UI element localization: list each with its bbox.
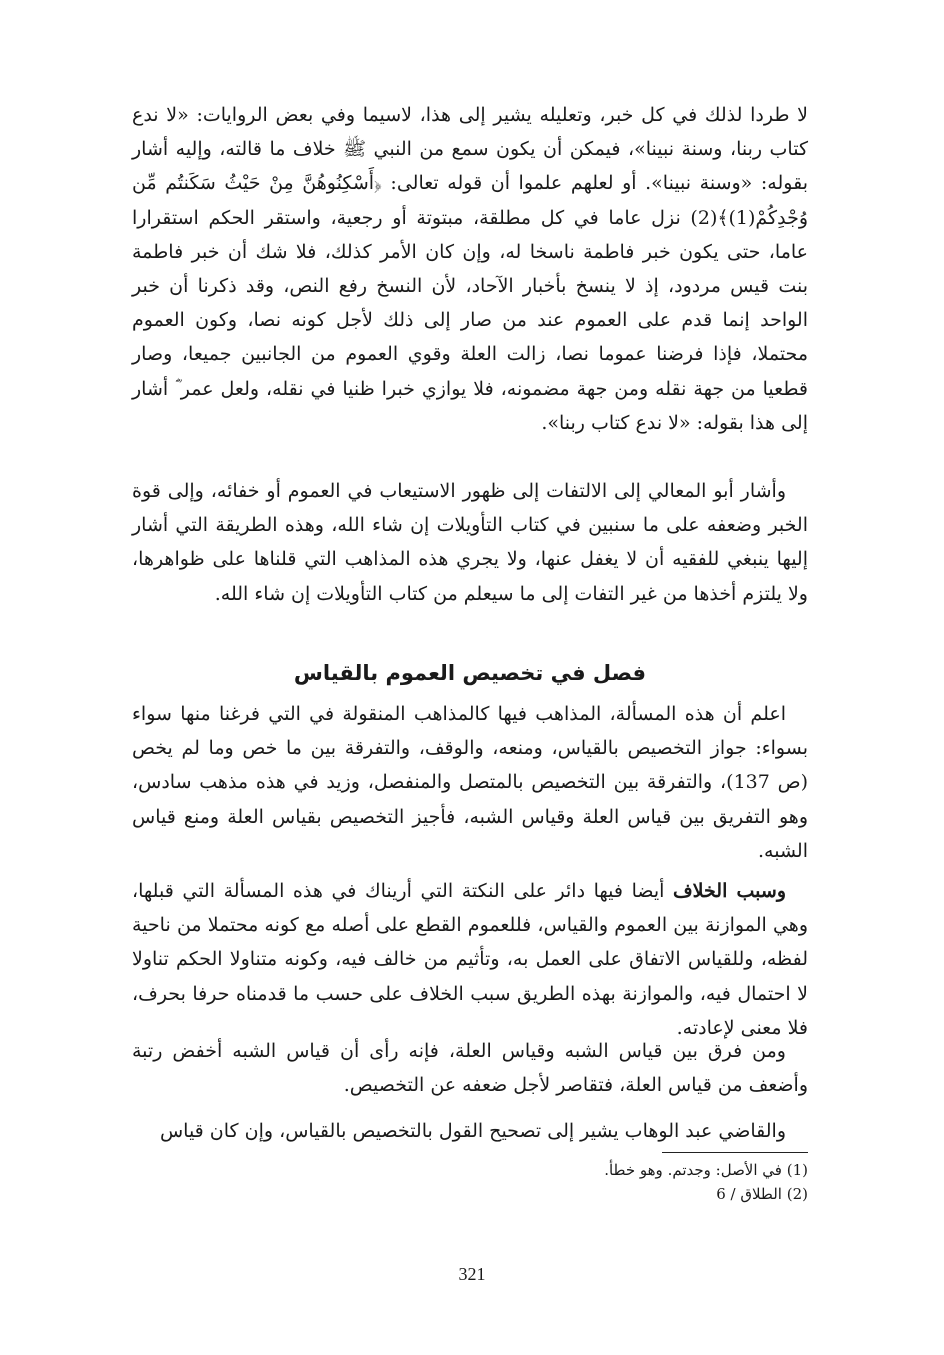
body-paragraph-2	[132, 474, 808, 611]
paragraph-text: ومن فرق بين قياس الشبه وقياس العلة، فإنه رأى أن قياس الشبه أخفض رتبة وأضعف من قياس العلة، فتقاصر لأجل ضعفه عن التخصيص.	[132, 1040, 808, 1097]
body-paragraph-1	[132, 98, 808, 440]
body-paragraph-6	[132, 1114, 808, 1148]
body-paragraph-4	[132, 874, 808, 1045]
paragraph-text: وأشار أبو المعالي إلى الالتفات إلى ظهور الاستيعاب في العموم أو خفائه، وإلى قوة الخبر وضعفه على ما سنبين في كتاب التأويلات إن شاء الله، وهذه الطريقة التي أشار إليها ينبغي للفقيه أن لا يغفل عنها، ولا يجري هذه المذاهب التي قلناها على ظواهرها، ولا يلتزم أخذها من غير التفات إلى ما سيعلم من كتاب التأويلات إن شاء الله.	[132, 480, 808, 605]
footnote-2: (2) الطلاق / 6	[716, 1185, 808, 1203]
footnote-1: (1) في الأصل: وجدتم. وهو خطأ.	[604, 1161, 808, 1179]
section-heading: فصل في تخصيص العموم بالقياس	[293, 661, 647, 685]
body-paragraph-3	[132, 697, 808, 868]
body-paragraph-5	[132, 1034, 808, 1102]
paragraph-text: لا طردا لذلك في كل خبر، وتعليله يشير إلى هذا، لاسيما وفي بعض الروايات: «لا ندع كتاب ربنا، وسنة نبينا»، فيمكن أن يكون سمع من النبي ﷺ خلاف ما قالته، وإليه أشار بقوله: «وسنة نبينا». أو لعلهم علموا أن قوله تعالى: ﴿أَسْكِنُوهُنَّ مِنْ حَيْثُ سَكَنتُم مِّن وُجْدِكُمْ(1)﴾(2) نزل عاما في كل مطلقة، مبتوتة أو رجعية، واستقر الحكم استقرارا عاما، حتى يكون خبر فاطمة ناسخا له، وإن كان الأمر كذلك، فلا شك أن خبر فاطمة بنت قيس مردود، إذ لا ينسخ بأخبار الآحاد، لأن النسخ رفع النص، وقد ذكرنا أن خبر الواحد إنما قدم على العموم عند من صار إلى ذلك لأجل كونه نصا، وكون العموم محتملا، فإذا فرضنا عموما نصا، زالت العلة وقوي العموم من الجانبين جميعا، وصار قطعيا من جهة نقله ومن جهة مضمونه، فلا يوازي خبرا ظنيا في نقله، ولعل عمر ؓ أشار إلى هذا بقوله: «لا ندع كتاب ربنا».	[132, 104, 808, 434]
paragraph-text: والقاضي عبد الوهاب يشير إلى تصحيح القول بالتخصيص بالقياس، وإن كان قياس	[159, 1120, 786, 1142]
footnotes	[132, 1158, 808, 1206]
bold-lead-phrase: وسبب الخلاف	[672, 880, 786, 902]
page-number: 321	[458, 1264, 486, 1284]
paragraph-text	[132, 874, 808, 1045]
paragraph-continuation: أيضا فيها دائر على النكتة التي أريناك في هذه المسألة التي قبلها، وهي الموازنة بين العموم والقياس، فللعموم القطع على أصله مع كونه محتملا من ناحية لفظه، وللقياس الاتفاق على العمل به، وتأثيم من خالف فيه، وكونه متناولا الحكم تناولا لا احتمال فيه، والموازنة بهذه الطريق سبب الخلاف على حسب ما قدمناه حرفا بحرف، فلا معنى لإعادته.	[132, 880, 808, 1039]
footnote-divider	[662, 1152, 808, 1153]
paragraph-text: اعلم أن هذه المسألة، المذاهب فيها كالمذاهب المنقولة في التي فرغنا منها سواء بسواء: جواز التخصيص بالقياس، ومنعه، والوقف، والتفرقة بين ما خص وما لم يخص (ص 137)، والتفرقة بين التخصيص بالمتصل والمنفصل، وزيد في هذه مذهب سادس، وهو التفريق بين قياس العلة وقياس الشبه، فأجيز التخصيص بقياس العلة ومنع قياس الشبه.	[132, 703, 808, 862]
